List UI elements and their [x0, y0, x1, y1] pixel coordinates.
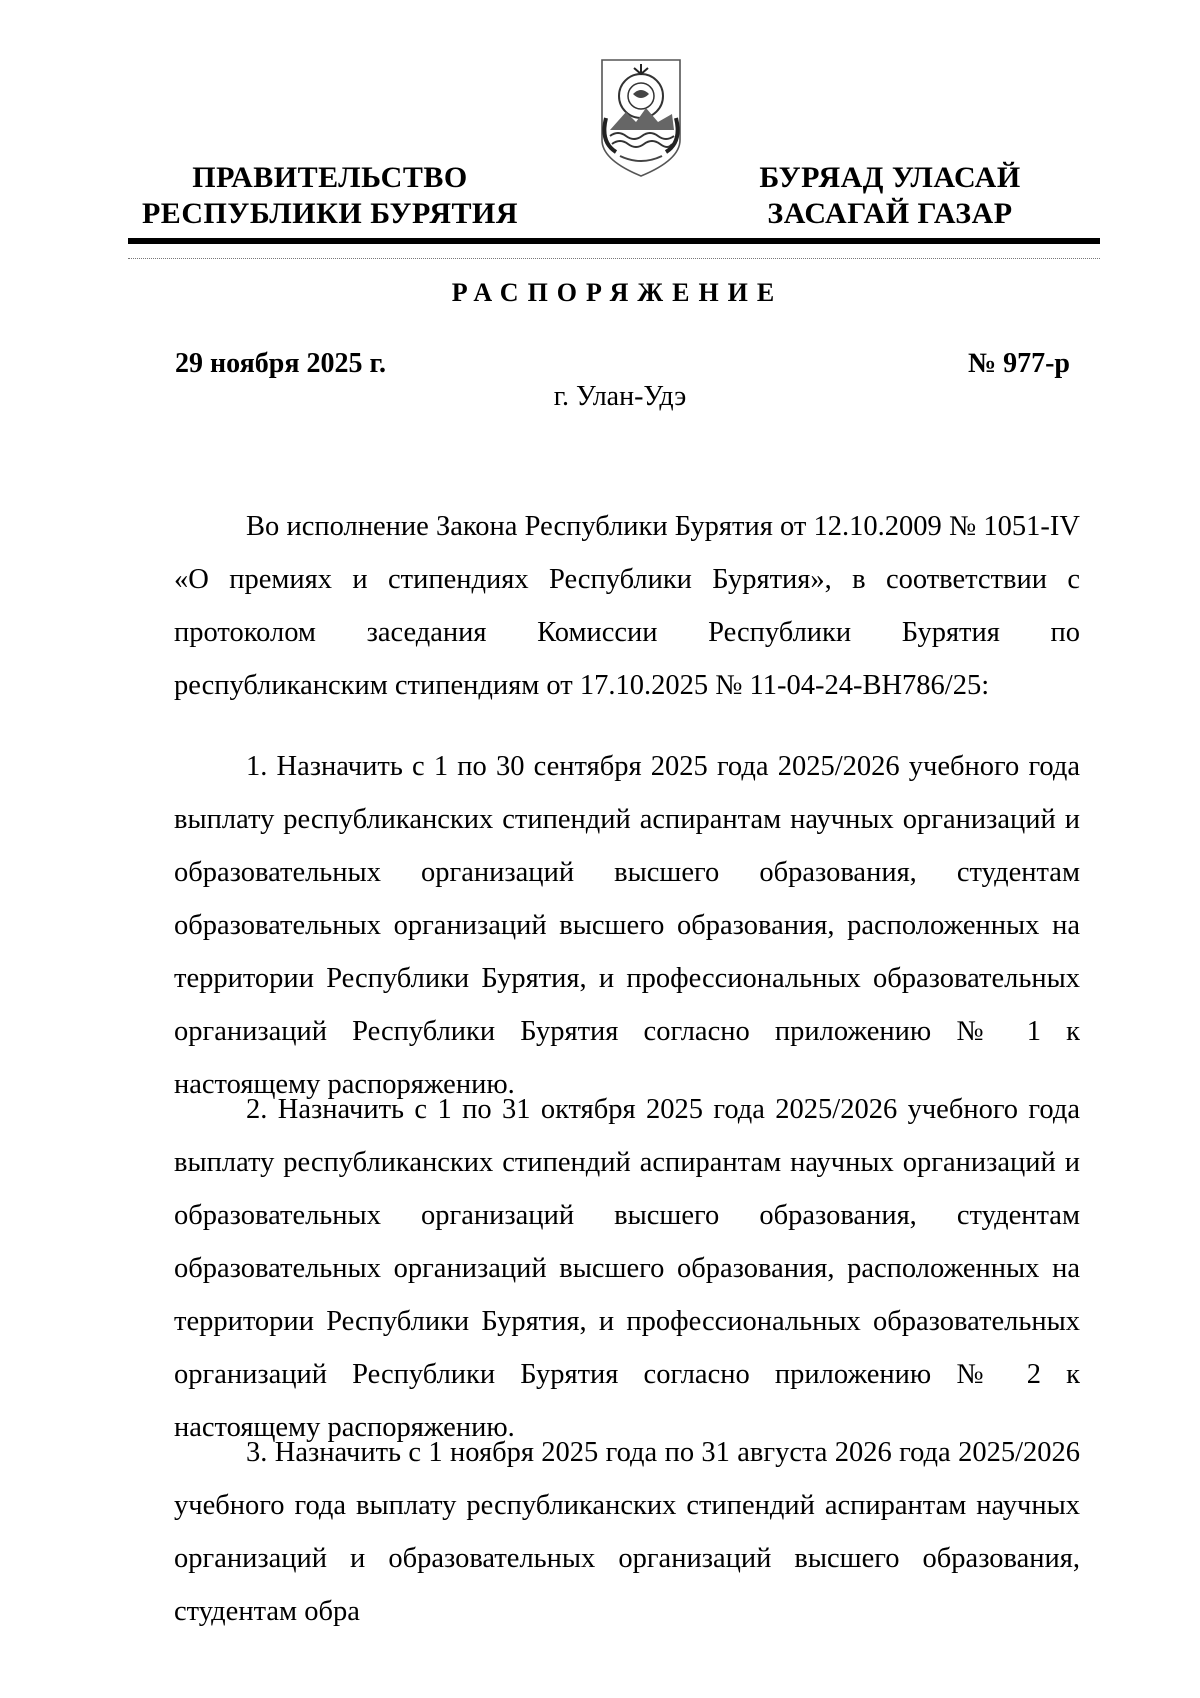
clause-1-paragraph: 1. Назначить с 1 по 30 сентября 2025 года 2025/2026 учебного года выплату республиканских стипендий аспирантам научных организаций и образовательных организаций высшего образования, студентам образовательных организаций высшего образования, расположенных на территории Республики Бурятия, и профессиональных образовательных организаций Республики Бурятия согласно приложению № 1 к настоящему распоряжению. [174, 751, 1080, 1100]
header-right-line-1: БУРЯАД УЛАСАЙ [759, 161, 1021, 194]
document-number: № 977-р [967, 348, 1070, 379]
header-divider-thin [128, 258, 1100, 259]
clause-3-paragraph: 3. Назначить с 1 ноября 2025 года по 31 августа 2026 года 2025/2026 учебного года выплату республиканских стипендий аспирантам научных организаций и образовательных организаций высшего образования, студентам обра [174, 1437, 1080, 1627]
preamble-paragraph: Во исполнение Закона Республики Бурятия от 12.10.2009 № 1051-IV «О премиях и стипендиях Республики Бурятия», в соответствии с протоколом заседания Комиссии Республики Бурятия по республиканским стипендиям от 17.10.2025 № 11-04-24-ВН786/25: [174, 511, 1080, 701]
government-name-buryat [730, 160, 1050, 232]
header-divider-thick [128, 238, 1100, 244]
header-left-line-2: РЕСПУБЛИКИ БУРЯТИЯ [141, 197, 519, 230]
header-left-line-1: ПРАВИТЕЛЬСТВО [192, 161, 468, 194]
coat-of-arms-icon [596, 56, 686, 180]
government-name-russian [120, 160, 540, 232]
document-city: г. Улан-Удэ [553, 381, 687, 412]
clause-2-paragraph: 2. Назначить с 1 по 31 октября 2025 года 2025/2026 учебного года выплату республиканских стипендий аспирантам научных организаций и образовательных организаций высшего образования, студентам образовательных организаций высшего образования, расположенных на территории Республики Бурятия, и профессиональных образовательных организаций Республики Бурятия согласно приложению № 2 к настоящему распоряжению. [174, 1094, 1080, 1443]
document-type-title: РАСПОРЯЖЕНИЕ [451, 278, 784, 307]
document-date: 29 ноября 2025 г. [175, 348, 387, 379]
header-right-line-2: ЗАСАГАЙ ГАЗАР [767, 197, 1013, 230]
